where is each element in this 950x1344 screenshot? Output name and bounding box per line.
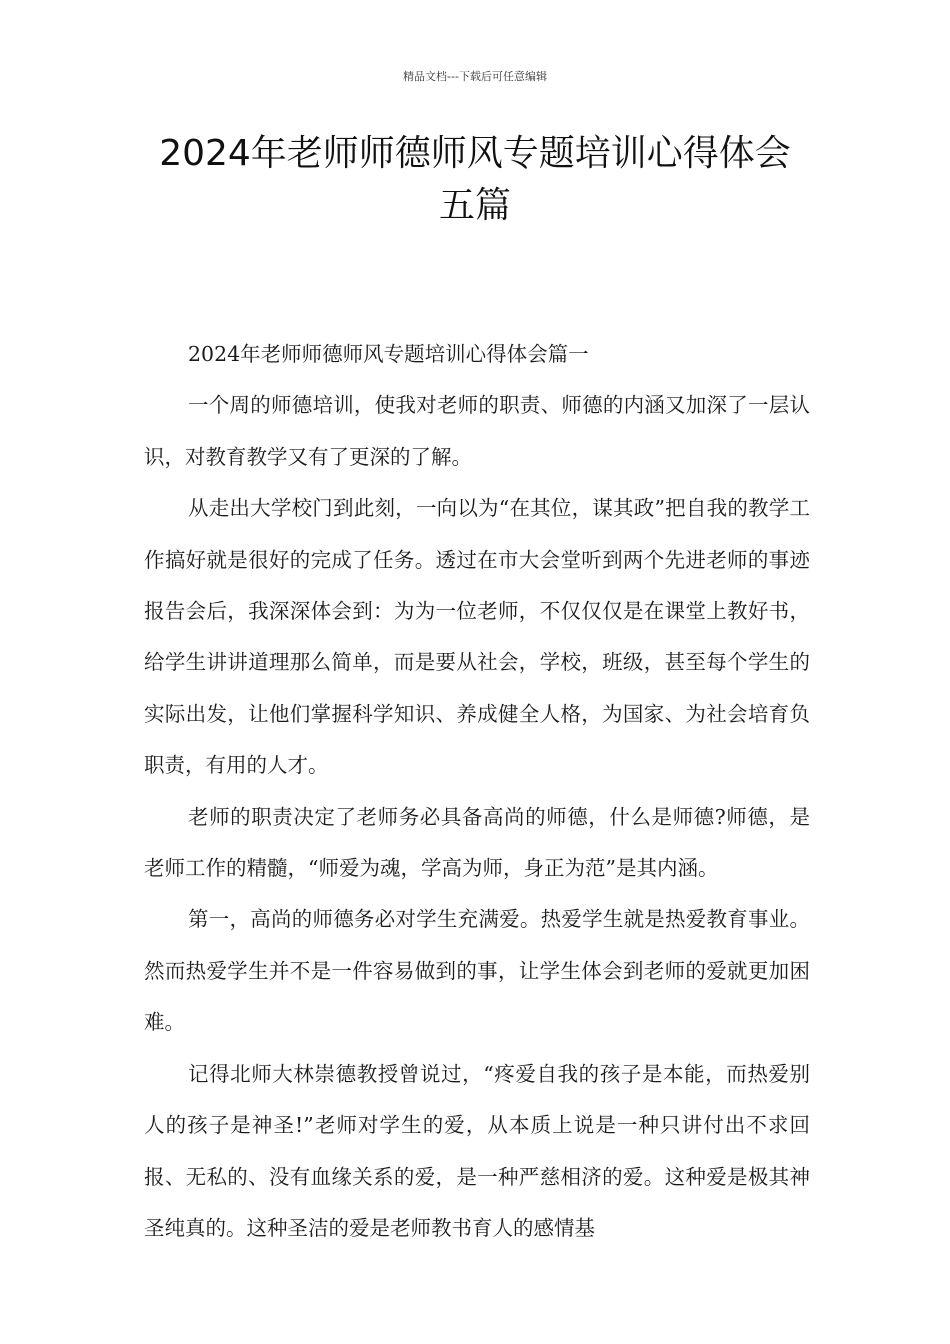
body-paragraph: 一个周的师德培训，使我对老师的职责、师德的内涵又加深了一层认识，对教育教学又有了更深的了解。 [144, 393, 810, 469]
body-paragraph: 从走出大学校门到此刻，一向以为“在其位，谋其政”把自我的教学工作搞好就是很好的完成了任务。透过在市大会堂听到两个先进老师的事迹报告会后，我深深体会到：为为一位老师，不仅仅仅是在课堂上教好书，给学生讲讲道理那么简单，而是要从社会，学校，班级，甚至每个学生的实际出发，让他们掌握科学知识、养成健全人格，为国家、为社会培育负职责，有用的人才。 [144, 496, 810, 778]
section-heading: 2024年老师师德师风专题培训心得体会篇一 [188, 342, 589, 366]
document-title [60, 128, 890, 232]
title-line-2: 五篇 [438, 185, 511, 226]
page-header-note: 精品文档---下载后可任意编辑 [403, 70, 547, 83]
body-paragraph: 老师的职责决定了老师务必具备高尚的师德，什么是师德?师德，是老师工作的精髓，“师爱为魂，学高为师，身正为范”是其内涵。 [144, 804, 810, 881]
document-body [144, 329, 810, 1254]
body-paragraph: 记得北师大林崇德教授曾说过，“疼爱自我的孩子是本能，而热爱别人的孩子是神圣!”老师对学生的爱，从本质上说是一种只讲付出不求回报、无私的、没有血缘关系的爱，是一种严慈相济的爱。这种爱是极其神圣纯真的。这种圣洁的爱是老师教书育人的感情基 [144, 1061, 810, 1240]
body-paragraph: 第一，高尚的师德务必对学生充满爱。热爱学生就是热爱教育事业。然而热爱学生并不是一件容易做到的事，让学生体会到老师的爱就更加困难。 [144, 907, 810, 1035]
title-line-1: 2024年老师师德师风专题培训心得体会 [159, 133, 791, 174]
